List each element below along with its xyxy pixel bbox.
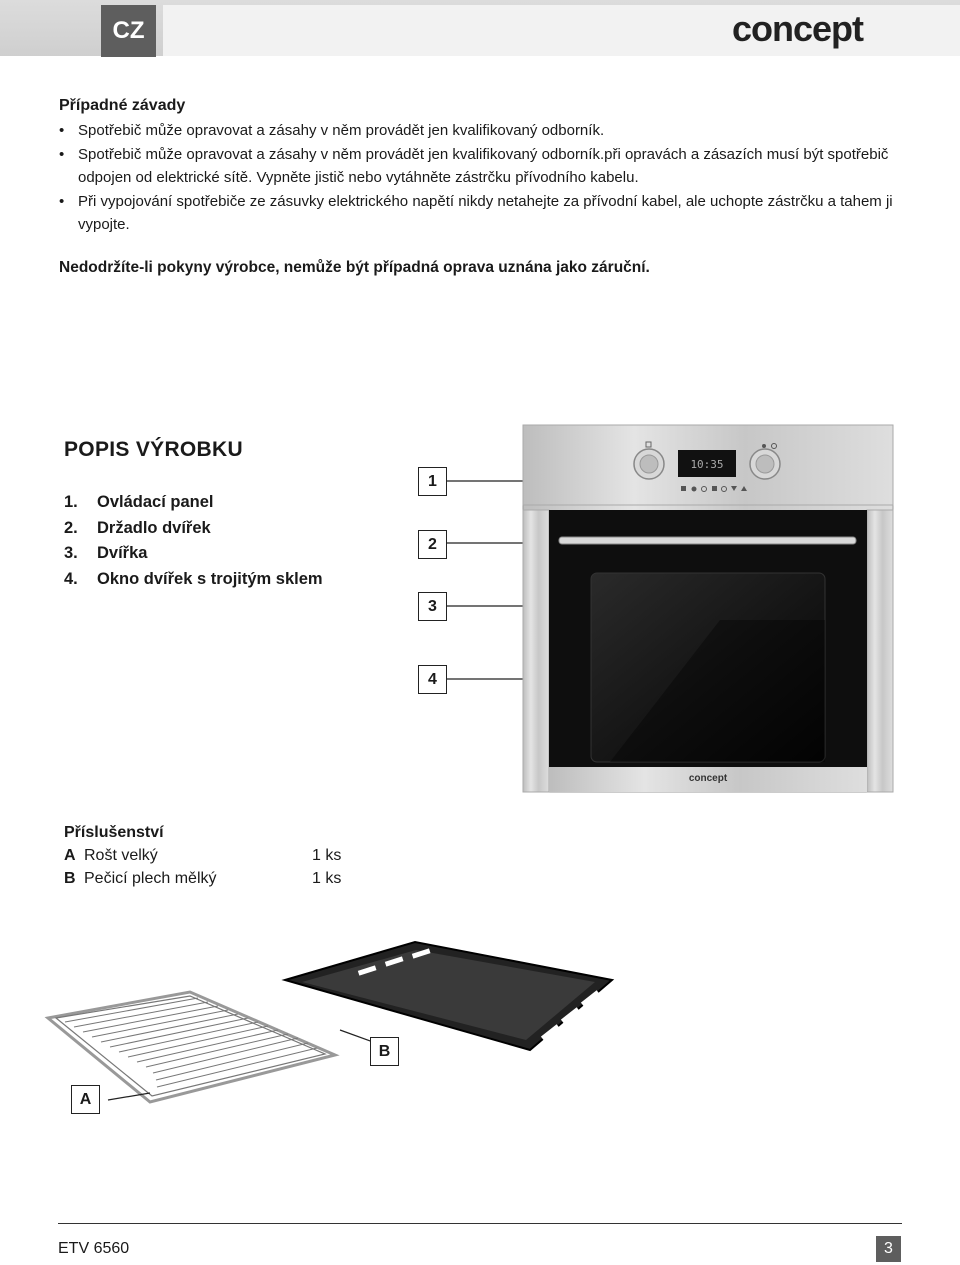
language-badge: CZ — [101, 5, 156, 57]
footer-divider — [58, 1223, 902, 1224]
accessory-name: Pečicí plech mělký — [84, 870, 217, 887]
callout-4: 4 — [418, 665, 447, 694]
accessories-title: Příslušenství — [64, 824, 164, 841]
clock-time: 10:35 — [690, 458, 724, 471]
product-description-title: POPIS VÝROBKU — [64, 438, 243, 461]
accessory-row — [64, 847, 342, 865]
callout-b: B — [370, 1037, 399, 1066]
accessories-illustration — [40, 930, 640, 1120]
part-item — [64, 516, 323, 542]
page-number: 3 — [876, 1236, 901, 1262]
repairs-item: • Spotřebič může opravovat a zásahy v něm provádět jen kvalifikovaný odborník. — [59, 119, 904, 143]
part-label: Okno dvířek s trojitým sklem — [97, 569, 323, 588]
part-number: 2. — [64, 518, 78, 537]
part-number: 4. — [64, 569, 78, 588]
baking-tray-icon — [285, 942, 612, 1050]
part-item — [64, 541, 323, 567]
oven-brand-label: concept — [688, 773, 728, 784]
repairs-item: • Při vypojování spotřebiče ze zásuvky elektrického napětí nikdy netahejte za přívodní kabel, ale uchopte zástrčku a tahem ji vypojte. — [59, 190, 904, 237]
part-number: 1. — [64, 493, 78, 511]
accessory-code: A — [64, 847, 76, 864]
callout-1: 1 — [418, 467, 447, 496]
accessory-code: B — [64, 870, 76, 887]
part-label: Ovládací panel — [97, 493, 214, 511]
part-item — [64, 567, 323, 593]
callout-a: A — [71, 1085, 100, 1114]
part-number: 3. — [64, 544, 78, 562]
part-label: Dvířka — [97, 544, 148, 562]
part-item — [64, 490, 323, 516]
accessory-name: Rošt velký — [84, 847, 158, 864]
door-handle — [559, 537, 856, 544]
brand-logo: concept — [732, 8, 864, 49]
parts-list — [64, 490, 323, 592]
part-label: Držadlo dvířek — [97, 518, 211, 537]
footer-model: ETV 6560 — [58, 1240, 130, 1257]
repairs-list — [59, 119, 904, 237]
repairs-title: Případné závady — [59, 97, 186, 114]
warranty-warning: Nedodržíte-li pokyny výrobce, nemůže být případná oprava uznána jako záruční. — [59, 259, 650, 276]
callout-2: 2 — [418, 530, 447, 559]
repairs-item: • Spotřebič může opravovat a zásahy v něm provádět jen kvalifikovaný odborník.při opravách a zásazích musí být spotřebič odpojen od elektrické sítě. Vypněte jistič nebo vytáhněte zástrčku přívodního kabelu. — [59, 143, 904, 190]
accessory-qty: 1 ks — [312, 870, 342, 887]
accessory-row — [64, 870, 342, 888]
accessory-qty: 1 ks — [312, 847, 342, 864]
oven-illustration — [420, 420, 895, 795]
callout-3: 3 — [418, 592, 447, 621]
